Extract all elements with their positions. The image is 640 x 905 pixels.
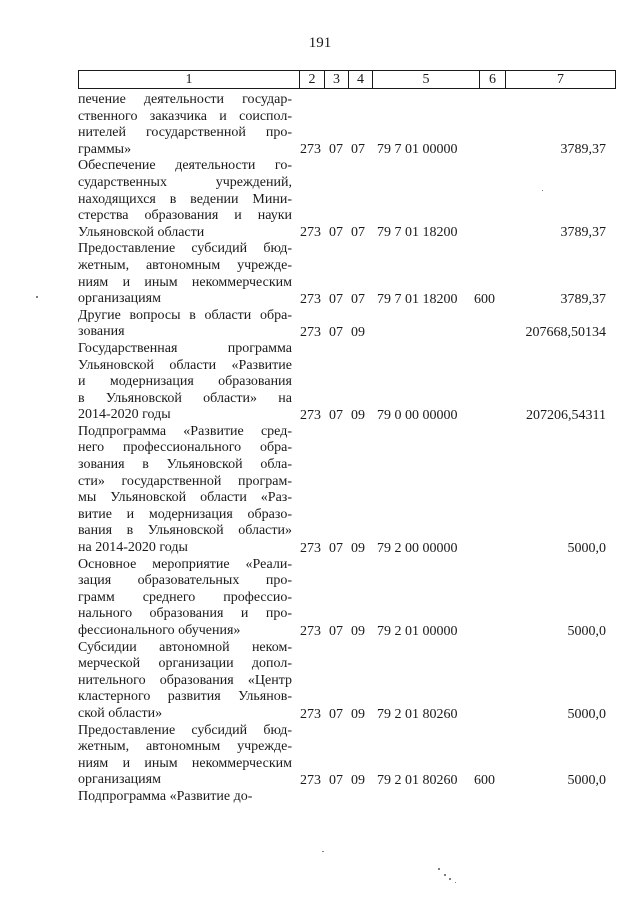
ministry-code: 273 bbox=[300, 324, 321, 340]
amount-value: 5000,0 bbox=[567, 772, 606, 788]
column-header-2: 2 bbox=[300, 71, 325, 89]
page-number: 191 bbox=[308, 35, 332, 51]
ministry-code: 273 bbox=[300, 540, 321, 556]
amount-value: 3789,37 bbox=[560, 225, 606, 241]
description-line: Другие вопросы в области обра- bbox=[78, 307, 292, 323]
description-line: вания в Ульяновской области» bbox=[78, 523, 292, 539]
ministry-code: 273 bbox=[300, 706, 321, 722]
description-line: ниям и иным некоммерческим bbox=[78, 274, 292, 290]
section-code: 07 bbox=[329, 706, 343, 722]
ministry-code: 273 bbox=[300, 623, 321, 639]
description-line: него профессионального обра- bbox=[78, 440, 292, 456]
subsection-code: 09 bbox=[351, 623, 365, 639]
subsection-code: 09 bbox=[351, 540, 365, 556]
column-header-4: 4 bbox=[349, 71, 373, 89]
description-line: в Ульяновской области» на bbox=[78, 390, 292, 406]
ministry-code: 273 bbox=[300, 772, 321, 788]
description-line: Основное мероприятие «Реали- bbox=[78, 556, 292, 572]
table-row bbox=[78, 723, 612, 789]
description-line: витие и модернизация образо- bbox=[78, 506, 292, 522]
row-codes bbox=[78, 540, 612, 557]
description-line: печение деятельности государ- bbox=[78, 92, 292, 107]
description-line: кластерного развития Ульянов- bbox=[78, 689, 292, 705]
description-line: мерческой организации допол- bbox=[78, 656, 292, 672]
column-header-7: 7 bbox=[506, 71, 616, 89]
description-line: Обеспечение деятельности го- bbox=[78, 158, 292, 174]
scan-speck bbox=[455, 882, 456, 883]
target-article-code: 79 7 01 18200 bbox=[377, 225, 458, 241]
row-codes bbox=[78, 141, 612, 158]
column-header-1: 1 bbox=[79, 71, 300, 89]
description-line: граммы» bbox=[78, 141, 132, 157]
description-line: фессионального обучения» bbox=[78, 623, 241, 638]
ministry-code: 273 bbox=[300, 225, 321, 241]
scan-speck bbox=[438, 868, 440, 870]
subsection-code: 09 bbox=[351, 706, 365, 722]
row-codes bbox=[78, 623, 612, 640]
column-header-row bbox=[78, 70, 616, 89]
target-article-code: 79 7 01 18200 bbox=[377, 291, 458, 307]
ministry-code: 273 bbox=[300, 142, 321, 158]
target-article-code: 79 2 01 80260 bbox=[377, 772, 458, 788]
description-line: мы Ульяновской области «Раз- bbox=[78, 490, 292, 506]
amount-value: 207668,50134 bbox=[525, 324, 606, 340]
description-line: зования в Ульяновской обла- bbox=[78, 457, 292, 473]
target-article-code: 79 2 00 00000 bbox=[377, 540, 458, 556]
description-line: 2014-2020 годы bbox=[78, 407, 171, 423]
scan-speck bbox=[449, 878, 451, 880]
description-line: нителей государственной про- bbox=[78, 125, 292, 141]
section-code: 07 bbox=[329, 772, 343, 788]
subsection-code: 09 bbox=[351, 407, 365, 423]
description-line: ской области» bbox=[78, 705, 163, 721]
amount-value: 5000,0 bbox=[567, 706, 606, 722]
scan-speck bbox=[444, 874, 446, 876]
subsection-code: 07 bbox=[351, 291, 365, 307]
budget-table-body bbox=[78, 92, 612, 806]
amount-value: 3789,37 bbox=[560, 291, 606, 307]
table-row bbox=[78, 308, 612, 341]
table-row bbox=[78, 341, 612, 424]
description-line: сударственных учреждений, bbox=[78, 174, 292, 190]
table-row bbox=[78, 241, 612, 307]
row-codes bbox=[78, 291, 612, 308]
subsection-code: 07 bbox=[351, 142, 365, 158]
description-line: организациям bbox=[78, 772, 161, 788]
description-line: Предоставление субсидий бюд- bbox=[78, 722, 292, 738]
description-line: зация образовательных про- bbox=[78, 573, 292, 589]
description-line: Подпрограмма «Развитие до- bbox=[78, 788, 253, 804]
subsection-code: 09 bbox=[351, 324, 365, 340]
description-line: жетным, автономным учрежде- bbox=[78, 257, 292, 273]
description-line: Ульяновской области «Развитие bbox=[78, 357, 292, 373]
section-code: 07 bbox=[329, 540, 343, 556]
row-codes bbox=[78, 772, 612, 789]
target-article-code: 79 7 01 00000 bbox=[377, 142, 458, 158]
table-row bbox=[78, 158, 612, 241]
table-row bbox=[78, 640, 612, 723]
description-line: стерства образования и науки bbox=[78, 208, 292, 224]
target-article-code: 79 0 00 00000 bbox=[377, 407, 458, 423]
row-codes bbox=[78, 324, 612, 341]
scan-speck bbox=[36, 296, 38, 298]
section-code: 07 bbox=[329, 225, 343, 241]
target-article-code: 79 2 01 80260 bbox=[377, 706, 458, 722]
expense-type-code: 600 bbox=[474, 291, 495, 307]
section-code: 07 bbox=[329, 142, 343, 158]
scan-speck bbox=[542, 190, 543, 191]
column-header-5: 5 bbox=[373, 71, 480, 89]
row-codes bbox=[78, 224, 612, 241]
table-row bbox=[78, 789, 612, 806]
row-description bbox=[78, 424, 292, 557]
section-code: 07 bbox=[329, 407, 343, 423]
section-code: 07 bbox=[329, 324, 343, 340]
column-header-3: 3 bbox=[325, 71, 349, 89]
description-line: зования bbox=[78, 324, 125, 340]
description-line: Государственная программа bbox=[78, 340, 292, 356]
description-line: Ульяновской области bbox=[78, 224, 205, 240]
ministry-code: 273 bbox=[300, 407, 321, 423]
description-line: на 2014-2020 годы bbox=[78, 540, 188, 556]
description-line: Подпрограмма «Развитие сред- bbox=[78, 423, 292, 439]
row-codes bbox=[78, 706, 612, 723]
amount-value: 207206,54311 bbox=[526, 407, 606, 423]
scan-speck bbox=[322, 851, 324, 852]
row-codes bbox=[78, 789, 612, 806]
subsection-code: 07 bbox=[351, 225, 365, 241]
description-line: и модернизация образования bbox=[78, 374, 292, 390]
description-line: находящихся в ведении Мини- bbox=[78, 191, 292, 207]
description-line: организациям bbox=[78, 291, 161, 307]
description-line: нального образования и про- bbox=[78, 606, 292, 622]
amount-value: 5000,0 bbox=[567, 540, 606, 556]
target-article-code: 79 2 01 00000 bbox=[377, 623, 458, 639]
description-line: жетным, автономным учрежде- bbox=[78, 739, 292, 755]
ministry-code: 273 bbox=[300, 291, 321, 307]
amount-value: 5000,0 bbox=[567, 623, 606, 639]
section-code: 07 bbox=[329, 291, 343, 307]
description-line: ниям и иным некоммерческим bbox=[78, 755, 292, 771]
table-row bbox=[78, 424, 612, 557]
table-row bbox=[78, 92, 612, 158]
description-line: нительного образования «Центр bbox=[78, 672, 292, 688]
row-codes bbox=[78, 407, 612, 424]
description-line: ственного заказчика и соиспол- bbox=[78, 108, 292, 124]
description-line: Субсидии автономной неком- bbox=[78, 639, 292, 655]
table-row bbox=[78, 557, 612, 640]
description-line: грамм среднего профессио- bbox=[78, 589, 292, 605]
subsection-code: 09 bbox=[351, 772, 365, 788]
column-header-6: 6 bbox=[480, 71, 506, 89]
description-line: сти» государственной програм- bbox=[78, 473, 292, 489]
section-code: 07 bbox=[329, 623, 343, 639]
expense-type-code: 600 bbox=[474, 772, 495, 788]
description-line: Предоставление субсидий бюд- bbox=[78, 241, 292, 257]
amount-value: 3789,37 bbox=[560, 142, 606, 158]
